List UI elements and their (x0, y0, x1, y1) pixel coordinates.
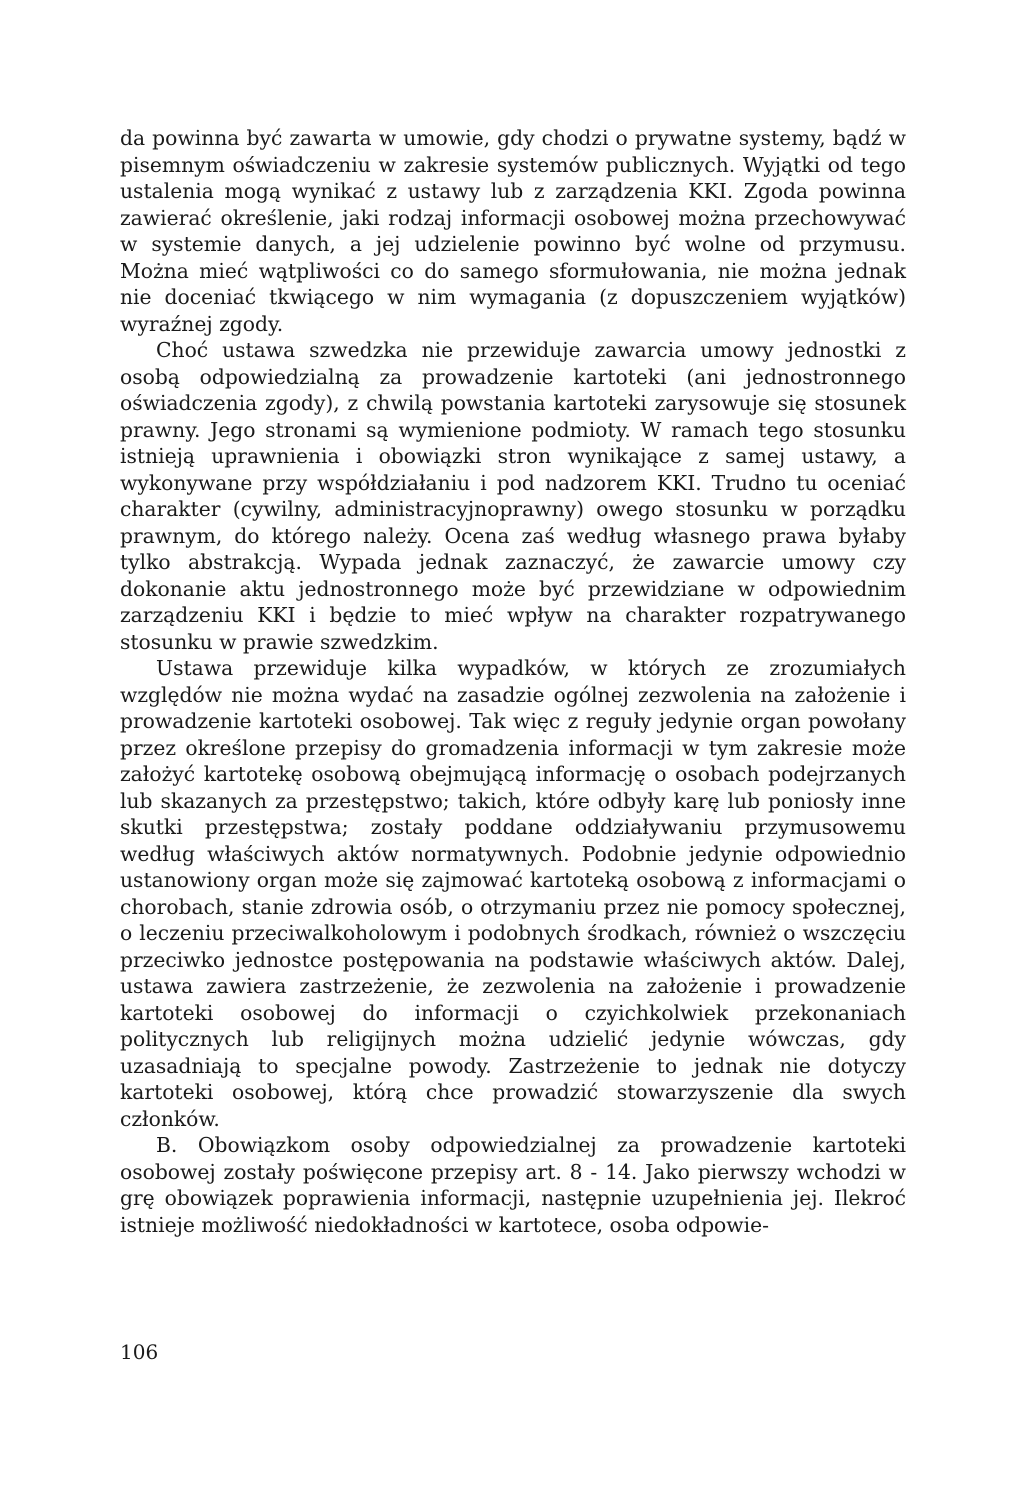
paragraph-2: Choć ustawa szwedzka nie przewiduje zawarcia umowy jednostki z osobą odpowiedzialną za prowadzenie kartoteki (ani jednostronnego oświadczenia zgody), z chwilą powstania kartoteki zarysowuje się stosunek prawny. Jego stronami są wymienione podmioty. W ramach tego stosunku istnieją uprawnienia i obowiązki stron wynikające z samej ustawy, a wykonywane przy współdziałaniu i pod nadzorem KKI. Trudno tu oceniać charakter (cywilny, administracyjnoprawny) owego stosunku w porządku prawnym, do którego należy. Ocena zaś według własnego prawa byłaby tylko abstrakcją. Wypada jednak zaznaczyć, że zawarcie umowy czy dokonanie aktu jednostronnego może być przewidziane w odpowiednim zarządzeniu KKI i będzie to mieć wpływ na charakter rozpatrywanego stosunku w prawie szwedzkim. (120, 338, 906, 654)
paragraph-4: B. Obowiązkom osoby odpowiedzialnej za prowadzenie kartoteki osobowej zostały poświęcone przepisy art. 8 - 14. Jako pierwszy wchodzi w grę obowiązek poprawienia informacji, następnie uzupełnienia jej. Ilekroć istnieje możliwość niedokładności w kartotece, osoba odpowie- (120, 1133, 906, 1237)
paragraph-3: Ustawa przewiduje kilka wypadków, w których ze zrozumiałych względów nie można wydać na zasadzie ogólnej zezwolenia na założenie i prowadzenie kartoteki osobowej. Tak więc z reguły jedynie organ powołany przez określone przepisy do gromadzenia informacji w tym zakresie może założyć kartotekę osobową obejmującą informację o osobach podejrzanych lub skazanych za przestępstwo; takich, które odbyły karę lub poniosły inne skutki przestępstwa; zostały poddane oddziaływaniu przymusowemu według właściwych aktów normatywnych. Podobnie jedynie odpowiednio ustanowiony organ może się zajmować kartoteką osobową z informacjami o chorobach, stanie zdrowia osób, o otrzymaniu przez nie pomocy społecznej, o leczeniu przeciwalkoholowym i podobnych środkach, również o wszczęciu przeciwko jednostce postępowania na podstawie właściwych aktów. Dalej, ustawa zawiera zastrzeżenie, że zezwolenia na założenie i prowadzenie kartoteki osobowej do informacji o czyichkolwiek przekonaniach politycznych lub religijnych można udzielić jedynie wówczas, gdy uzasadniają to specjalne powody. Zastrzeżenie to jednak nie dotyczy kartoteki osobowej, którą chce prowadzić stowarzyszenie dla swych członków. (120, 656, 906, 1131)
paragraph-1: da powinna być zawarta w umowie, gdy chodzi o prywatne systemy, bądź w pisemnym oświadczeniu w zakresie systemów publicznych. Wyjątki od tego ustalenia mogą wynikać z ustawy lub z zarządzenia KKI. Zgoda powinna zawierać określenie, jaki rodzaj informacji osobowej można przechowywać w systemie danych, a jej udzielenie powinno być wolne od przymusu. Można mieć wątpliwości co do samego sformułowania, nie można jednak nie doceniać tkwiącego w nim wymagania (z dopuszczeniem wyjątków) wyraźnej zgody. (120, 126, 906, 336)
page-number: 106 (120, 1340, 159, 1364)
body-text (120, 125, 906, 1238)
